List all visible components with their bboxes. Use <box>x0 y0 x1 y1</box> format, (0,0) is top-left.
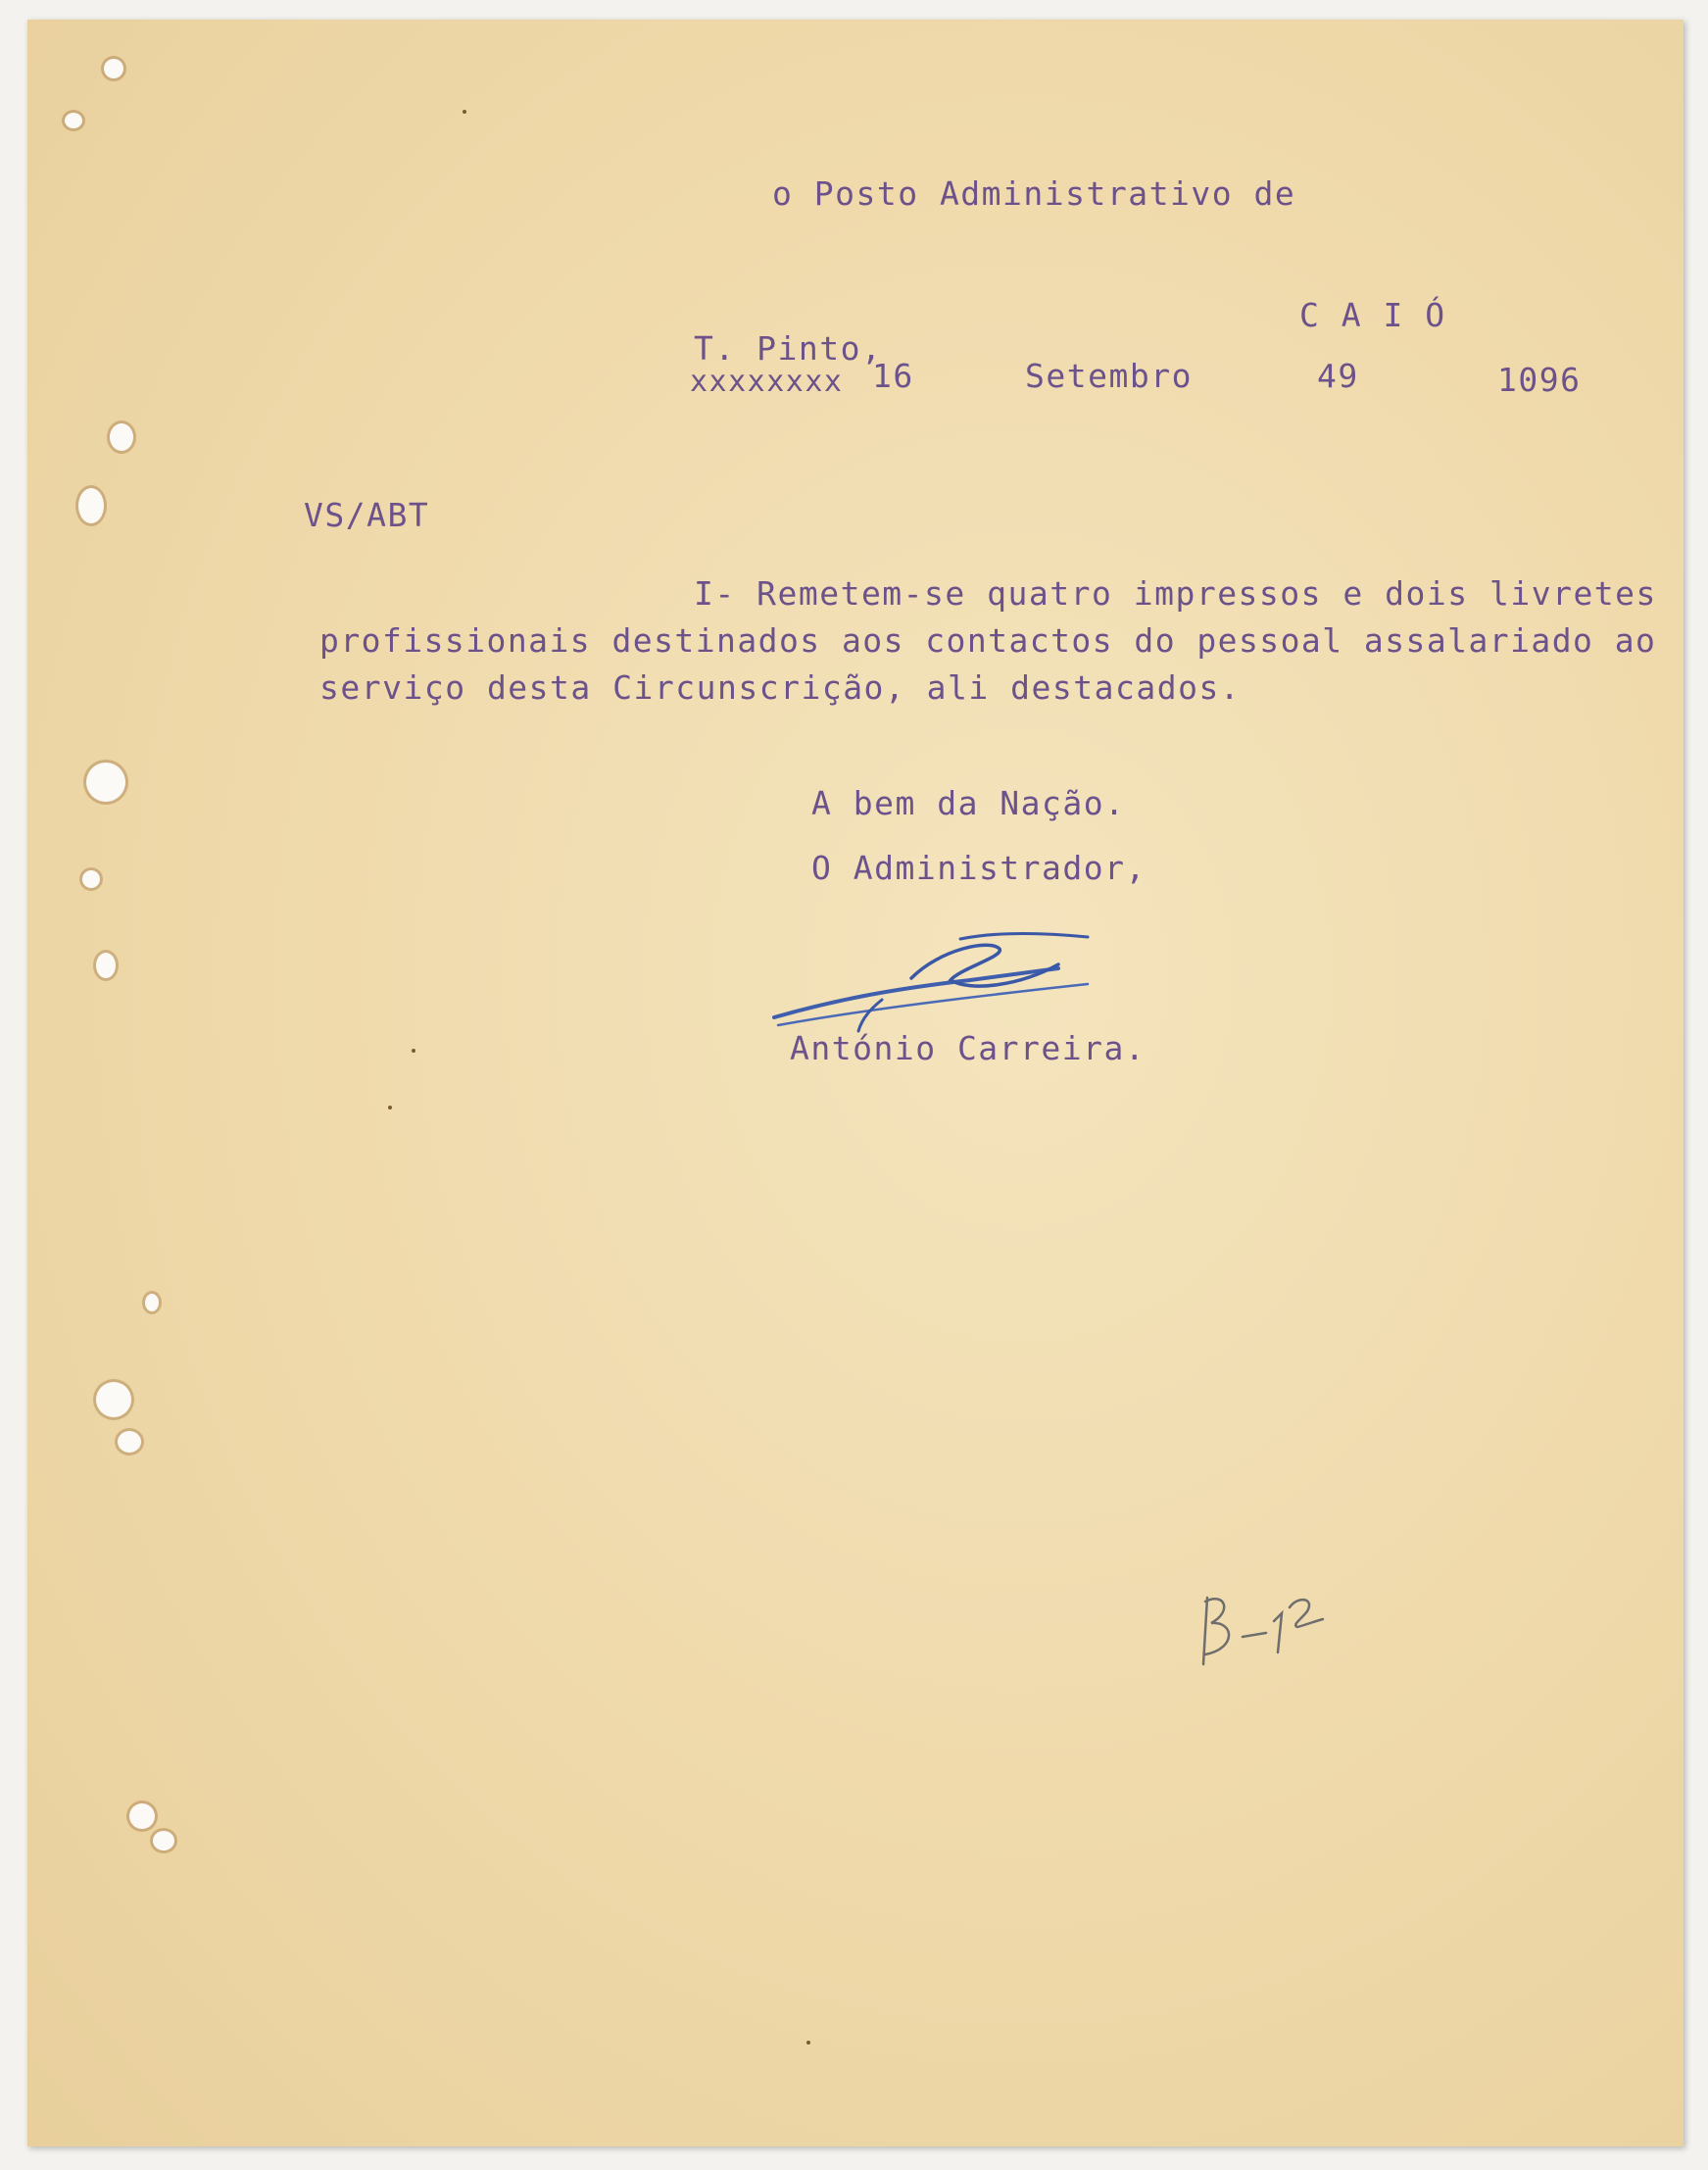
header-destination: C A I Ó <box>1299 296 1446 334</box>
dateline-place: T. Pinto, <box>694 329 883 368</box>
punch-hole <box>96 953 116 978</box>
body-line-1: I- Remetem-se quatro impressos e dois livretes <box>694 574 1657 613</box>
closing-role: O Administrador, <box>811 849 1147 887</box>
punch-hole <box>78 488 104 523</box>
closing-salutation: A bem da Nação. <box>811 784 1126 822</box>
dateline-day: 16 <box>872 357 914 395</box>
ink-speck <box>806 2041 810 2045</box>
body-line-3: serviço desta Circunscrição, ali destacados. <box>319 668 1242 707</box>
punch-hole <box>145 1294 159 1311</box>
header-title: o Posto Administrativo de <box>772 174 1296 213</box>
punch-hole <box>153 1831 174 1850</box>
paper-sheet <box>27 20 1684 2146</box>
punch-hole <box>104 59 123 78</box>
punch-hole <box>82 870 100 888</box>
punch-hole <box>96 1382 131 1417</box>
dateline-month: Setembro <box>1025 357 1193 395</box>
dateline-struck-out: xxxxxxxx <box>690 365 844 399</box>
punch-hole <box>110 423 133 451</box>
ink-speck <box>463 110 466 114</box>
dateline-year: 49 <box>1317 357 1359 395</box>
body-line-2: profissionais destinados aos contactos do pessoal assalariado ao <box>319 621 1657 660</box>
ink-speck <box>412 1049 415 1053</box>
dateline-number: 1096 <box>1497 361 1582 399</box>
handwritten-signature <box>764 929 1137 1037</box>
ink-speck <box>388 1106 392 1110</box>
closing-name: António Carreira. <box>790 1029 1147 1067</box>
punch-hole <box>129 1803 155 1829</box>
punch-hole <box>118 1431 141 1453</box>
punch-hole <box>65 113 82 128</box>
reference-code: VS/ABT <box>304 496 430 534</box>
punch-hole <box>86 763 125 802</box>
pencil-annotation <box>1196 1578 1342 1676</box>
